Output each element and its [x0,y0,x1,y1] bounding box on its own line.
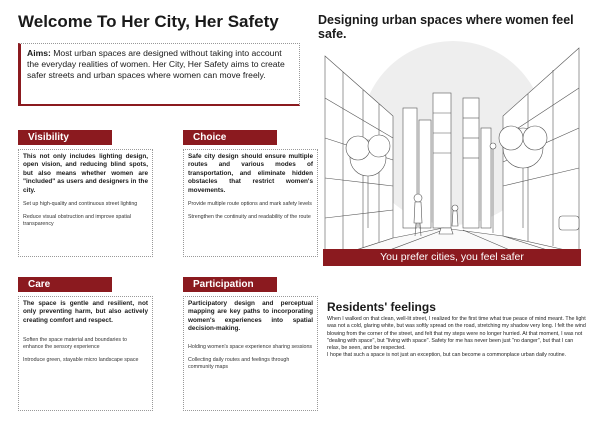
visibility-item: Set up high-quality and continuous street lighting [23,201,138,208]
visibility-tag: Visibility [18,130,112,145]
visibility-lead: This not only includes lighting design, open vision, and reducing blind spots, but also means whether women are "included" as users and designers in the city. [23,153,148,194]
participation-tag: Participation [183,277,277,292]
choice-item: Strengthen the continuity and readability of the route [188,214,311,221]
aims-label: Aims: [27,48,51,58]
choice-tag: Choice [183,130,277,145]
pedestrian [414,194,422,202]
aims-text: Most urban spaces are designed without taking into account the everyday realities of women. Her City, Her Safety aims to create safer streets and urban spaces where women can move freely. [27,48,285,80]
residents-paragraph: When I walked on that clean, well-lit street, I realized for the first time what true peace of mind meant. The light was not a cold, glaring white, but was softly spread on the road, stretching my shadow very long. I felt the wind blowing from the corner of the street, and felt that my steps were no longer hurried. At that moment, I was not "dealing with space", but "living with space". Safety for me has never been just "no danger", but that I can relax, be seen, and be respected. [327,316,586,352]
participation-box [183,296,318,411]
city-street-illustration [323,38,581,268]
residents-title: Residents' feelings [327,300,436,314]
tower [463,98,479,228]
choice-lead: Safe city design should ensure multiple routes and various modes of transportation, and eliminate hidden obstacles that restrict women's movements. [188,153,313,194]
residents-paragraph: I hope that such a space is not just an exception, but can become a commonplace urban daily routine. [327,352,567,359]
care-box [18,296,153,411]
choice-item: Provide multiple route options and mark safety levels [188,201,312,208]
participation-item: Holding women's space experience sharing sessions [188,343,313,350]
care-item: Soften the space material and boundaries to enhance the sensory experience [23,337,127,351]
choice-box [183,149,318,257]
page-subtitle: Designing urban spaces where women feel safe. [318,13,574,41]
care-lead: The space is gentle and resilient, not only preventing harm, but also actively creating comfort and respect. [23,300,148,324]
page-title: Welcome To Her City, Her Safety [18,12,279,31]
car [559,216,579,230]
care-tag: Care [18,277,112,292]
participation-lead: Participatory design and perceptual mapping are key paths to incorporating women's experiences into spatial decision-making. [188,300,313,333]
tower [481,128,491,228]
pedestrian [452,205,458,211]
residents-text [327,316,587,360]
dog [439,228,453,234]
participation-item: Collecting daily routes and feelings through community maps [188,356,290,370]
visibility-box [18,149,153,257]
care-item: Introduce green, stayable micro landscape space [23,357,139,364]
aims-box [18,43,300,106]
slogan-banner: You prefer cities, you feel safer [323,249,581,266]
visibility-item: Reduce visual obstruction and improve spatial transparency [23,214,132,228]
